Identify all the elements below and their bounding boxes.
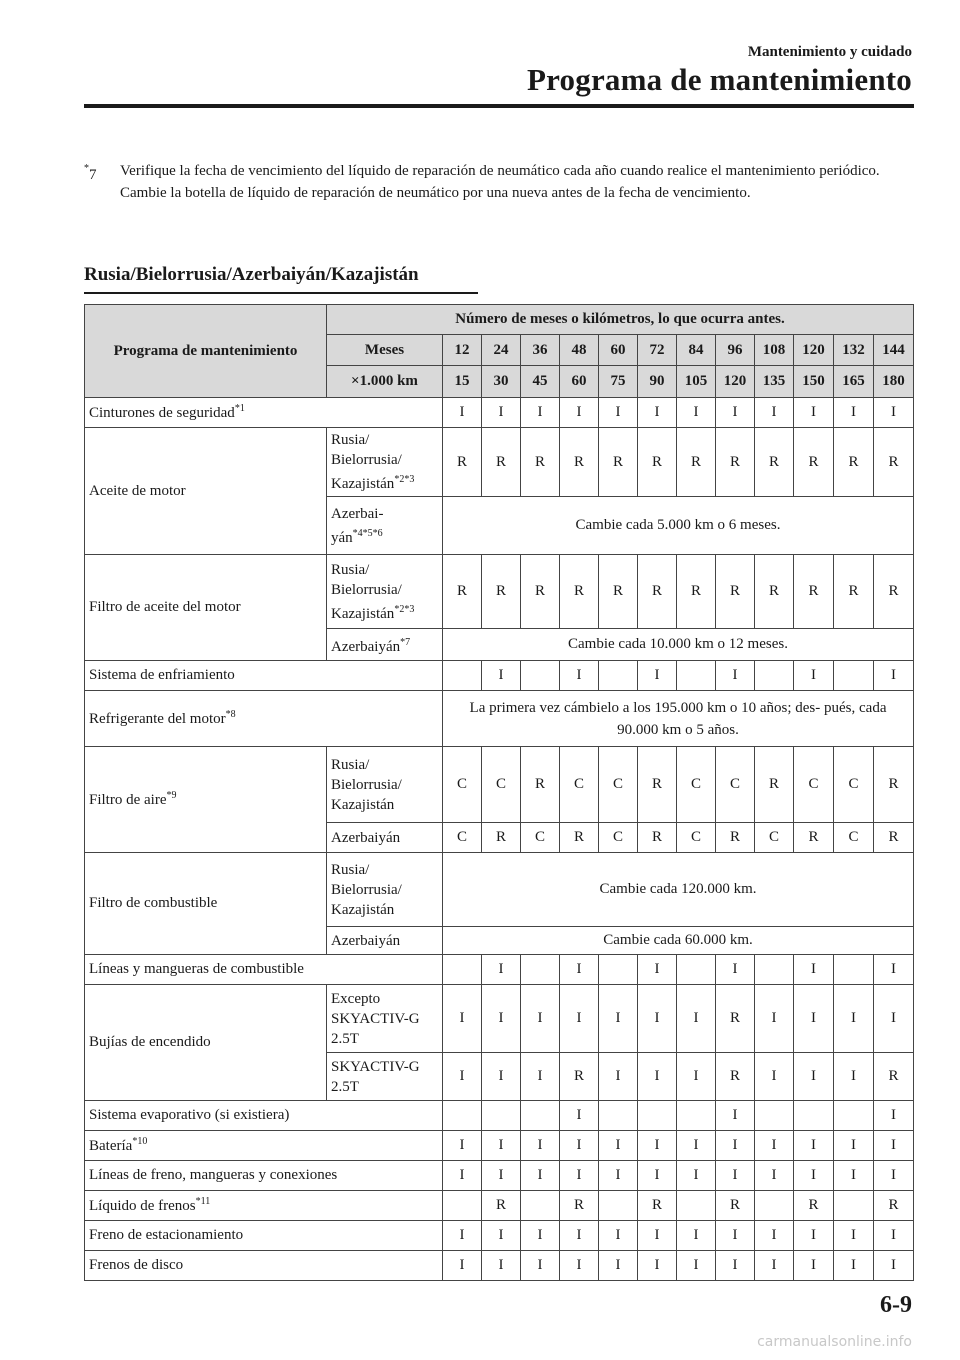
region-name: Azerbai- yán [331, 505, 384, 546]
schedule-cell [482, 1101, 521, 1131]
schedule-cell: R [874, 428, 914, 497]
schedule-cell: I [482, 661, 521, 691]
schedule-cell: R [874, 1053, 914, 1101]
region-name: Rusia/ Bielorrusia/ Kazajistán [331, 561, 402, 622]
schedule-cell: R [482, 1191, 521, 1221]
item-note: *1 [234, 403, 245, 414]
schedule-cell: I [834, 1161, 874, 1191]
schedule-cell: I [482, 1131, 521, 1161]
months-12: 12 [443, 335, 482, 366]
item-label [85, 747, 327, 853]
schedule-cell: I [834, 1221, 874, 1251]
schedule-cell [755, 1191, 794, 1221]
schedule-cell: I [755, 1131, 794, 1161]
schedule-cell: C [794, 747, 834, 823]
schedule-cell: R [716, 1191, 755, 1221]
schedule-cell: I [482, 1053, 521, 1101]
item-name: Líneas de freno, mangueras y conexiones [89, 1167, 338, 1183]
schedule-cell: I [874, 1101, 914, 1131]
schedule-cell: I [599, 1251, 638, 1281]
schedule-cell: C [716, 747, 755, 823]
region-name: Rusia/ Bielorrusia/ Kazajistán [331, 861, 402, 918]
schedule-cell: I [716, 1161, 755, 1191]
schedule-cell: R [755, 428, 794, 497]
schedule-cell [521, 1101, 560, 1131]
schedule-cell: I [677, 1251, 716, 1281]
schedule-cell [755, 955, 794, 985]
schedule-cell: I [874, 661, 914, 691]
table-row [85, 398, 914, 428]
months-108: 108 [755, 335, 794, 366]
schedule-cell: I [677, 985, 716, 1053]
table-row [85, 1191, 914, 1221]
schedule-cell: R [874, 555, 914, 629]
region-note: *4*5*6 [352, 527, 383, 539]
item-name: Aceite de motor [89, 482, 186, 499]
table-row [85, 1161, 914, 1191]
schedule-cell: C [443, 823, 482, 853]
months-132: 132 [834, 335, 874, 366]
km-105: 105 [677, 366, 716, 398]
item-label [85, 1191, 443, 1221]
table-row [85, 955, 914, 985]
months-60: 60 [599, 335, 638, 366]
section-title: Rusia/Bielorrusia/Azerbaiyán/Kazajistán [84, 264, 419, 285]
schedule-cell: C [560, 747, 599, 823]
km-label: ×1.000 km [327, 366, 443, 398]
schedule-cell: C [677, 747, 716, 823]
region-label [327, 555, 443, 629]
interval-text: Cambie cada 120.000 km. [443, 853, 914, 927]
schedule-cell: R [521, 555, 560, 629]
schedule-cell: I [755, 398, 794, 428]
km-135: 135 [755, 366, 794, 398]
schedule-cell: I [638, 661, 677, 691]
schedule-cell: I [521, 1131, 560, 1161]
schedule-cell: I [482, 985, 521, 1053]
km-30: 30 [482, 366, 521, 398]
km-150: 150 [794, 366, 834, 398]
schedule-cell: I [638, 398, 677, 428]
table-row [85, 1221, 914, 1251]
schedule-cell: C [755, 823, 794, 853]
region-note: *2*3 [394, 603, 415, 615]
schedule-cell: I [716, 398, 755, 428]
schedule-cell: R [638, 823, 677, 853]
schedule-cell: I [638, 1131, 677, 1161]
months-72: 72 [638, 335, 677, 366]
item-name: Bujías de encendido [89, 1034, 211, 1050]
km-165: 165 [834, 366, 874, 398]
schedule-cell [677, 955, 716, 985]
km-75: 75 [599, 366, 638, 398]
schedule-cell: I [560, 661, 599, 691]
schedule-cell: R [560, 428, 599, 497]
schedule-cell [755, 1101, 794, 1131]
interval-text: Cambie cada 10.000 km o 12 meses. [443, 629, 914, 661]
schedule-cell: I [560, 955, 599, 985]
item-label [85, 955, 443, 985]
item-name: Filtro de aceite del motor [89, 599, 241, 615]
schedule-cell: I [638, 1161, 677, 1191]
schedule-cell: I [834, 1131, 874, 1161]
schedule-cell: R [482, 555, 521, 629]
footnote-text: Verifique la fecha de vencimiento del líquido de reparación de neumático cada año cuando realice el mantenimiento periódico. Cambie la botella de líquido de reparación de neumático por una nueva antes de la fecha de vencimiento. [120, 163, 880, 201]
table-row [85, 747, 914, 823]
schedule-cell: I [599, 398, 638, 428]
schedule-cell: R [521, 428, 560, 497]
months-label: Meses [327, 335, 443, 366]
schedule-cell: R [755, 555, 794, 629]
schedule-cell: R [755, 747, 794, 823]
schedule-cell [794, 1101, 834, 1131]
table-row [85, 661, 914, 691]
schedule-cell [443, 1101, 482, 1131]
item-name: Líquido de frenos [89, 1198, 196, 1214]
region-name: Rusia/ Bielorrusia/ Kazajistán [331, 756, 402, 813]
table-row [85, 555, 914, 629]
schedule-cell: I [482, 398, 521, 428]
schedule-cell [521, 1191, 560, 1221]
schedule-cell: I [874, 985, 914, 1053]
table-row [85, 1251, 914, 1281]
region-label [327, 853, 443, 927]
schedule-cell: I [638, 1053, 677, 1101]
schedule-cell: I [560, 1101, 599, 1131]
schedule-cell: I [794, 1053, 834, 1101]
schedule-cell [677, 661, 716, 691]
schedule-cell [443, 955, 482, 985]
table-row [85, 428, 914, 497]
schedule-cell: I [560, 1251, 599, 1281]
table-row [85, 1101, 914, 1131]
region-name: Azerbaiyán [331, 638, 401, 655]
schedule-cell: R [716, 555, 755, 629]
schedule-cell: I [482, 1221, 521, 1251]
schedule-cell: I [794, 1221, 834, 1251]
schedule-cell: R [677, 555, 716, 629]
item-label [85, 853, 327, 955]
schedule-cell: R [482, 823, 521, 853]
schedule-cell: I [638, 1221, 677, 1251]
schedule-cell: R [638, 747, 677, 823]
schedule-cell: C [834, 823, 874, 853]
schedule-cell [443, 1191, 482, 1221]
months-24: 24 [482, 335, 521, 366]
schedule-cell: I [560, 1161, 599, 1191]
region-label [327, 1053, 443, 1101]
schedule-cell: C [834, 747, 874, 823]
region-name: Azerbaiyán [331, 829, 401, 846]
region-name: Excepto SKYACTIV-G 2.5T [331, 990, 420, 1047]
schedule-cell: I [834, 1251, 874, 1281]
interval-text: Cambie cada 60.000 km. [443, 927, 914, 955]
schedule-cell: I [755, 985, 794, 1053]
table-row [85, 1131, 914, 1161]
schedule-cell: I [677, 398, 716, 428]
item-note: *11 [195, 1196, 211, 1207]
section-rule [84, 292, 478, 294]
interval-text: La primera vez cámbielo a los 195.000 km o 10 años; des- pués, cada 90.000 km o 5 años. [443, 691, 914, 747]
region-label [327, 927, 443, 955]
schedule-cell: R [794, 428, 834, 497]
schedule-cell: C [677, 823, 716, 853]
months-84: 84 [677, 335, 716, 366]
item-name: Filtro de combustible [89, 895, 218, 911]
corner-header: Programa de mantenimiento [85, 305, 327, 398]
schedule-cell: I [794, 985, 834, 1053]
item-name: Sistema de enfriamiento [89, 667, 235, 683]
interval-text: Cambie cada 5.000 km o 6 meses. [443, 497, 914, 555]
schedule-cell: I [560, 398, 599, 428]
item-label [85, 691, 443, 747]
schedule-cell: I [443, 1053, 482, 1101]
schedule-cell: I [521, 985, 560, 1053]
schedule-cell [599, 1191, 638, 1221]
schedule-cell: R [874, 1191, 914, 1221]
schedule-cell: I [716, 1131, 755, 1161]
table-row [85, 985, 914, 1053]
schedule-cell: I [677, 1131, 716, 1161]
schedule-cell: I [638, 985, 677, 1053]
region-name: Azerbaiyán [331, 932, 401, 949]
schedule-cell: I [834, 985, 874, 1053]
footnote-7 [84, 160, 914, 204]
schedule-cell: I [716, 1101, 755, 1131]
item-label [85, 985, 327, 1101]
schedule-cell [677, 1101, 716, 1131]
schedule-cell: I [874, 398, 914, 428]
page-title: Programa de mantenimiento [527, 62, 912, 97]
schedule-cell: I [638, 1251, 677, 1281]
schedule-cell: R [638, 1191, 677, 1221]
schedule-cell: I [874, 1221, 914, 1251]
schedule-cell: I [834, 398, 874, 428]
region-name: Rusia/ Bielorrusia/ Kazajistán [331, 432, 402, 492]
schedule-cell [521, 955, 560, 985]
schedule-cell: R [794, 555, 834, 629]
item-label [85, 398, 443, 428]
item-name: Cinturones de seguridad [89, 405, 235, 421]
schedule-cell: I [521, 1053, 560, 1101]
schedule-cell: I [560, 1221, 599, 1251]
item-note: *8 [225, 709, 236, 720]
item-label [85, 1221, 443, 1251]
schedule-cell: I [677, 1053, 716, 1101]
schedule-cell: I [794, 955, 834, 985]
schedule-cell: R [834, 428, 874, 497]
item-label [85, 1251, 443, 1281]
schedule-cell: I [443, 1131, 482, 1161]
schedule-cell: I [874, 1161, 914, 1191]
schedule-cell: I [599, 985, 638, 1053]
schedule-cell: R [874, 823, 914, 853]
schedule-cell: R [794, 1191, 834, 1221]
schedule-cell: I [443, 1221, 482, 1251]
schedule-cell: R [443, 428, 482, 497]
region-name: SKYACTIV-G 2.5T [331, 1058, 420, 1095]
schedule-cell [599, 1101, 638, 1131]
schedule-cell [677, 1191, 716, 1221]
schedule-cell: I [599, 1131, 638, 1161]
header-rule [84, 104, 914, 108]
table-row [85, 853, 914, 927]
schedule-cell: I [755, 1251, 794, 1281]
schedule-cell: R [874, 747, 914, 823]
region-note: *2*3 [394, 474, 415, 485]
schedule-cell: C [443, 747, 482, 823]
schedule-cell [755, 661, 794, 691]
schedule-cell: I [874, 1131, 914, 1161]
schedule-cell: C [599, 747, 638, 823]
km-15: 15 [443, 366, 482, 398]
months-96: 96 [716, 335, 755, 366]
schedule-cell [599, 955, 638, 985]
schedule-cell: R [716, 1053, 755, 1101]
months-120: 120 [794, 335, 834, 366]
schedule-cell: R [638, 555, 677, 629]
maintenance-schedule-table [84, 304, 914, 1281]
months-144: 144 [874, 335, 914, 366]
schedule-cell: I [521, 398, 560, 428]
schedule-cell: R [599, 555, 638, 629]
km-90: 90 [638, 366, 677, 398]
schedule-cell: I [443, 398, 482, 428]
region-label [327, 629, 443, 661]
schedule-cell: I [482, 955, 521, 985]
schedule-cell: I [716, 1251, 755, 1281]
footnote-mark: *7 [84, 163, 97, 183]
schedule-cell [599, 661, 638, 691]
schedule-cell: R [677, 428, 716, 497]
watermark: carmanualsonline.info [757, 1334, 912, 1350]
schedule-cell: I [794, 1131, 834, 1161]
item-name: Filtro de aire [89, 792, 167, 808]
km-120: 120 [716, 366, 755, 398]
schedule-cell: I [443, 1161, 482, 1191]
schedule-cell: I [521, 1221, 560, 1251]
schedule-cell: R [834, 555, 874, 629]
schedule-cell: I [443, 985, 482, 1053]
interval-group-header: Número de meses o kilómetros, lo que ocurra antes. [327, 305, 914, 335]
months-36: 36 [521, 335, 560, 366]
item-label [85, 661, 443, 691]
schedule-cell: R [794, 823, 834, 853]
schedule-cell [638, 1101, 677, 1131]
km-60: 60 [560, 366, 599, 398]
region-label [327, 985, 443, 1053]
km-180: 180 [874, 366, 914, 398]
section-header: Mantenimiento y cuidado [747, 44, 912, 60]
schedule-cell: I [482, 1161, 521, 1191]
schedule-cell [521, 661, 560, 691]
schedule-cell: R [443, 555, 482, 629]
item-note: *10 [132, 1136, 148, 1147]
schedule-cell: I [755, 1161, 794, 1191]
schedule-cell: I [599, 1161, 638, 1191]
schedule-cell: R [560, 1191, 599, 1221]
schedule-cell: I [794, 661, 834, 691]
schedule-cell: R [716, 823, 755, 853]
schedule-cell: I [599, 1221, 638, 1251]
schedule-cell: C [482, 747, 521, 823]
item-note: *9 [166, 790, 177, 801]
schedule-cell: I [794, 398, 834, 428]
schedule-cell [834, 955, 874, 985]
schedule-cell: R [560, 555, 599, 629]
schedule-cell: R [521, 747, 560, 823]
schedule-cell: I [677, 1161, 716, 1191]
item-label [85, 555, 327, 661]
schedule-cell: I [560, 1131, 599, 1161]
region-note: *7 [400, 636, 411, 648]
schedule-cell: I [716, 1221, 755, 1251]
km-45: 45 [521, 366, 560, 398]
schedule-cell: I [560, 985, 599, 1053]
schedule-cell: I [482, 1251, 521, 1281]
item-name: Freno de estacionamiento [89, 1227, 244, 1243]
region-label [327, 823, 443, 853]
schedule-cell: R [599, 428, 638, 497]
schedule-cell: R [482, 428, 521, 497]
schedule-cell: I [599, 1053, 638, 1101]
schedule-cell: I [794, 1161, 834, 1191]
region-label [327, 747, 443, 823]
schedule-cell: C [521, 823, 560, 853]
region-label [327, 428, 443, 497]
item-label [85, 1161, 443, 1191]
schedule-cell: R [638, 428, 677, 497]
schedule-cell: I [716, 661, 755, 691]
schedule-cell: I [755, 1053, 794, 1101]
schedule-cell: I [521, 1161, 560, 1191]
schedule-cell [834, 1191, 874, 1221]
item-label [85, 428, 327, 555]
schedule-cell: R [560, 823, 599, 853]
page-number: 6-9 [880, 1292, 912, 1318]
item-name: Frenos de disco [89, 1257, 184, 1273]
item-name: Refrigerante del motor [89, 711, 226, 727]
schedule-cell [443, 661, 482, 691]
item-label [85, 1131, 443, 1161]
schedule-cell: I [794, 1251, 834, 1281]
months-48: 48 [560, 335, 599, 366]
schedule-cell: R [716, 428, 755, 497]
schedule-cell: I [716, 955, 755, 985]
schedule-cell: C [599, 823, 638, 853]
item-name: Sistema evaporativo (si existiera) [89, 1107, 290, 1123]
schedule-cell: I [677, 1221, 716, 1251]
schedule-cell: I [834, 1053, 874, 1101]
schedule-cell: I [443, 1251, 482, 1281]
item-name: Batería [89, 1138, 133, 1154]
schedule-cell: I [638, 955, 677, 985]
item-name: Líneas y mangueras de combustible [89, 961, 304, 977]
schedule-cell [834, 1101, 874, 1131]
schedule-cell: R [560, 1053, 599, 1101]
schedule-cell: I [874, 955, 914, 985]
region-label [327, 497, 443, 555]
schedule-cell: I [521, 1251, 560, 1281]
schedule-cell [834, 661, 874, 691]
schedule-cell: I [755, 1221, 794, 1251]
item-label [85, 1101, 443, 1131]
schedule-cell: R [716, 985, 755, 1053]
table-row [85, 691, 914, 747]
schedule-cell: I [874, 1251, 914, 1281]
